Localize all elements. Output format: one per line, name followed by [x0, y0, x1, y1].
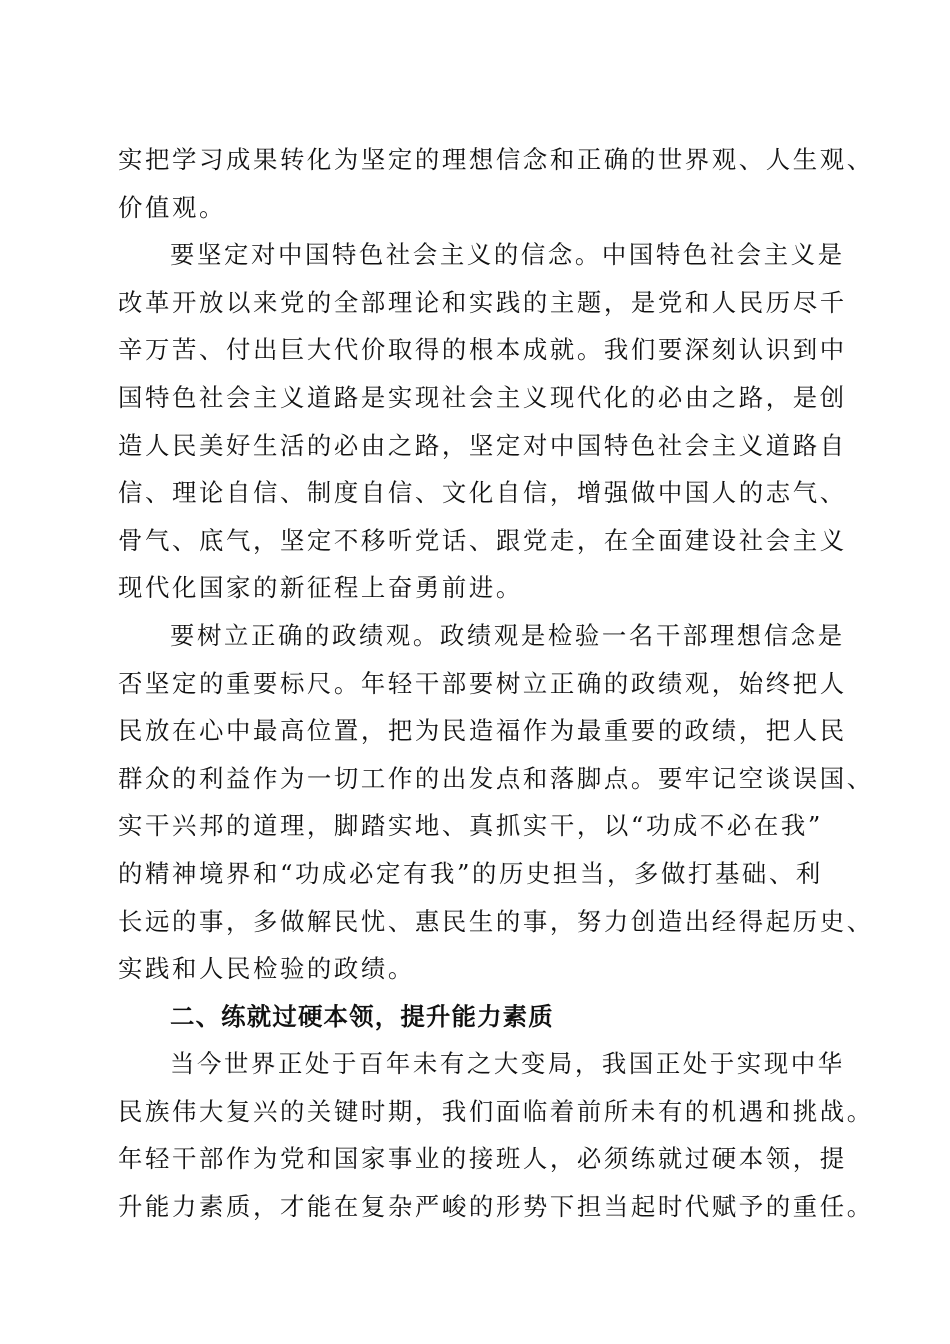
text-line: 否坚定的重要标尺。年轻干部要树立正确的政绩观，始终把人: [118, 668, 847, 698]
text-line: 价值观。: [118, 192, 226, 222]
text-line: 长远的事，多做解民忧、惠民生的事，努力创造出经得起历史、: [118, 906, 874, 936]
text-line: 的精神境界和“功成必定有我”的历史担当，多做打基础、利: [118, 858, 823, 888]
text-line: 现代化国家的新征程上奋勇前进。: [118, 573, 523, 603]
text-line: 骨气、底气，坚定不移听党话、跟党走，在全面建设社会主义: [118, 525, 847, 555]
text-line: 造人民美好生活的必由之路，坚定对中国特色社会主义道路自: [118, 430, 847, 460]
text-line: 辛万苦、付出巨大代价取得的根本成就。我们要深刻认识到中: [118, 335, 847, 365]
paragraph-start-line: 当今世界正处于百年未有之大变局，我国正处于实现中华: [170, 1049, 845, 1079]
text-line: 年轻干部作为党和国家事业的接班人，必须练就过硬本领，提: [118, 1144, 847, 1174]
text-line: 升能力素质，才能在复杂严峻的形势下担当起时代赋予的重任。: [118, 1192, 874, 1222]
section-heading: 二、练就过硬本领，提升能力素质: [170, 1001, 554, 1031]
paragraph-start-line: 要坚定对中国特色社会主义的信念。中国特色社会主义是: [170, 240, 845, 270]
text-line: 民放在心中最高位置，把为民造福作为最重要的政绩，把人民: [118, 716, 847, 746]
text-line: 信、理论自信、制度自信、文化自信，增强做中国人的志气、: [118, 478, 847, 508]
paragraph-start-line: 要树立正确的政绩观。政绩观是检验一名干部理想信念是: [170, 620, 845, 650]
text-line: 改革开放以来党的全部理论和实践的主题，是党和人民历尽千: [118, 287, 847, 317]
text-line: 群众的利益作为一切工作的出发点和落脚点。要牢记空谈误国、: [118, 763, 874, 793]
text-line: 国特色社会主义道路是实现社会主义现代化的必由之路，是创: [118, 382, 847, 412]
text-line: 民族伟大复兴的关键时期，我们面临着前所未有的机遇和挑战。: [118, 1096, 874, 1126]
text-line: 实践和人民检验的政绩。: [118, 954, 415, 984]
text-line: 实把学习成果转化为坚定的理想信念和正确的世界观、人生观、: [118, 145, 874, 174]
text-line: 实干兴邦的道理，脚踏实地、真抓实干，以“功成不必在我”: [118, 811, 823, 841]
document-body: [118, 136, 874, 1231]
